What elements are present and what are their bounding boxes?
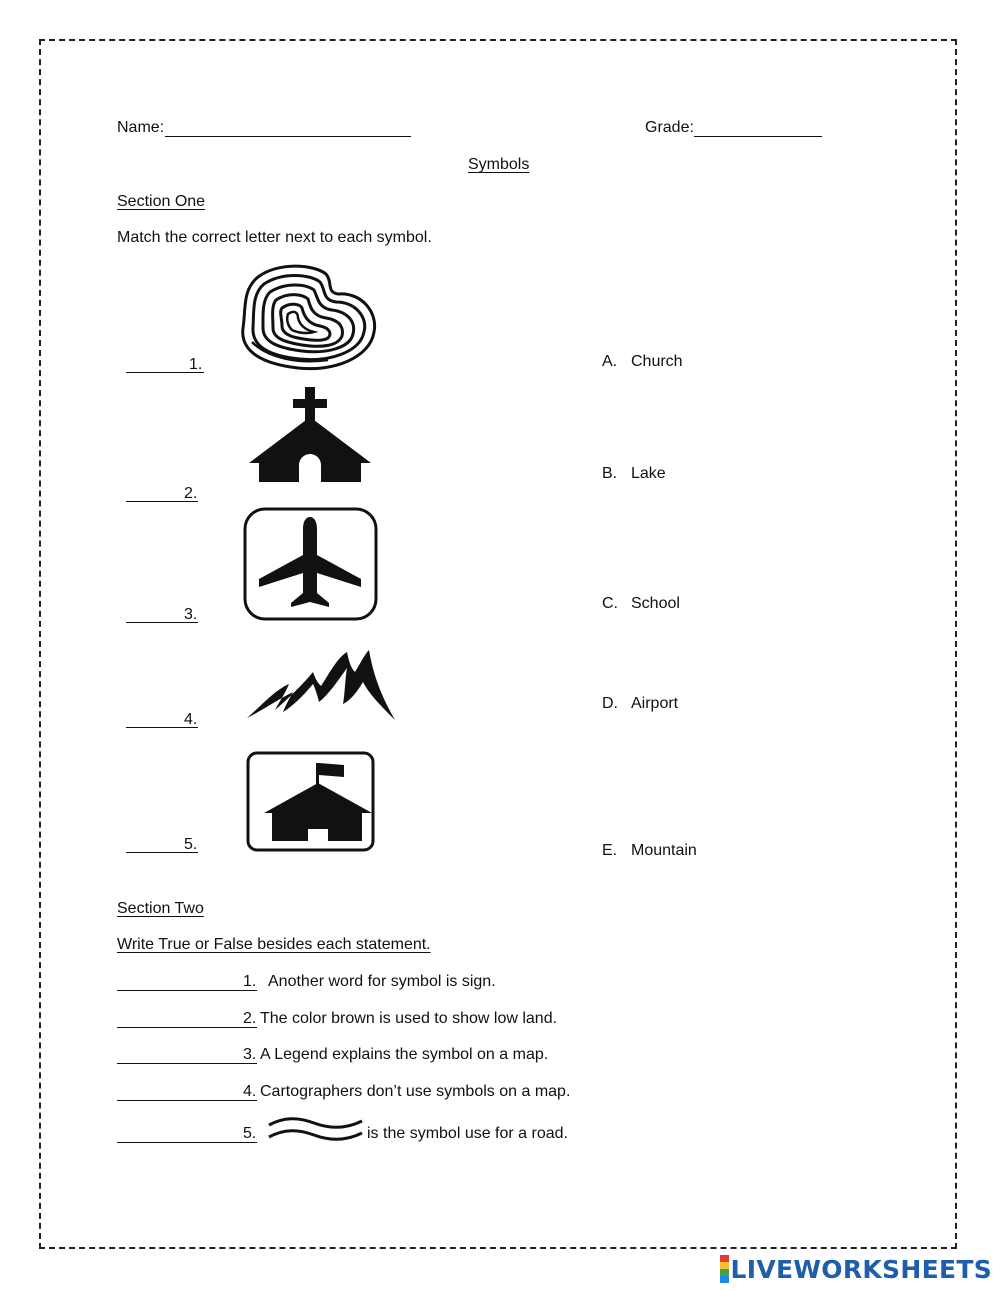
name-input-line[interactable] <box>165 136 411 137</box>
mountain-icon <box>245 648 397 722</box>
option-text: Lake <box>631 465 666 482</box>
statement-text: A Legend explains the symbol on a map. <box>260 1046 549 1063</box>
option-text: Mountain <box>631 842 697 859</box>
option-letter: D. <box>602 695 618 712</box>
statement-number: 3. <box>243 1046 257 1063</box>
item-number: 4. <box>184 711 198 728</box>
church-icon <box>249 387 371 483</box>
statement-text: is the symbol use for a road. <box>367 1125 568 1142</box>
true-false-line-5[interactable] <box>117 1142 257 1143</box>
statement-number: 1. <box>243 973 257 990</box>
airport-icon <box>243 507 378 621</box>
option-text: Church <box>631 353 683 370</box>
road-symbol-icon <box>266 1115 366 1145</box>
option-text: Airport <box>631 695 679 712</box>
option-letter: E. <box>602 842 618 859</box>
true-false-line-2[interactable] <box>117 1027 257 1028</box>
option-text: School <box>631 595 680 612</box>
statement-number: 5. <box>243 1125 257 1142</box>
worksheet-border <box>39 39 957 1249</box>
statement-text: Another word for symbol is sign. <box>268 973 496 990</box>
section-two-instruction: Write True or False besides each statement. <box>117 936 431 953</box>
item-number: 2. <box>184 485 198 502</box>
lake-contour-icon <box>238 262 380 374</box>
true-false-line-4[interactable] <box>117 1100 257 1101</box>
statement-number: 4. <box>243 1083 257 1100</box>
liveworksheets-logo <box>720 1255 992 1283</box>
option-letter: A. <box>602 353 618 370</box>
section-one-instruction: Match the correct letter next to each symbol. <box>117 229 432 246</box>
grade-input-line[interactable] <box>694 136 822 137</box>
item-number: 5. <box>184 836 198 853</box>
grade-label: Grade: <box>645 119 694 136</box>
logo-blocks-icon <box>720 1255 729 1283</box>
statement-text: Cartographers don’t use symbols on a map. <box>260 1083 571 1100</box>
statement-number: 2. <box>243 1010 257 1027</box>
item-number: 1. <box>189 356 203 373</box>
true-false-line-1[interactable] <box>117 990 257 991</box>
option-letter: B. <box>602 465 618 482</box>
name-label: Name: <box>117 119 165 136</box>
school-icon <box>246 751 375 852</box>
section-one-heading: Section One <box>117 193 206 210</box>
item-number: 3. <box>184 606 198 623</box>
section-two-heading: Section Two <box>117 900 204 917</box>
true-false-line-3[interactable] <box>117 1063 257 1064</box>
page-title: Symbols <box>468 156 530 173</box>
logo-text: LIVEWORKSHEETS <box>730 1254 992 1284</box>
option-letter: C. <box>602 595 618 612</box>
statement-text: The color brown is used to show low land. <box>260 1010 558 1027</box>
